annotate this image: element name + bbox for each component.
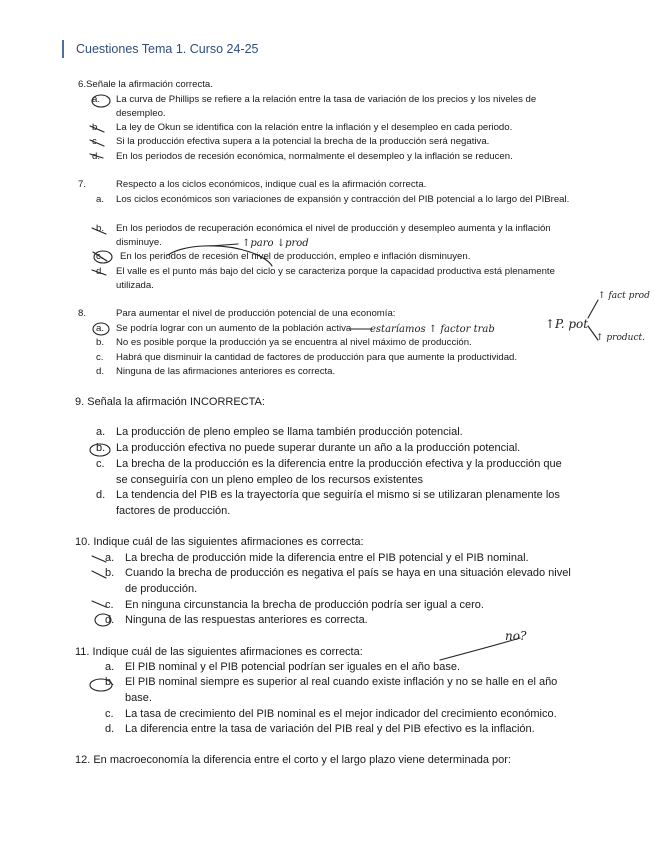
question-11-option-b[interactable] — [105, 675, 590, 707]
question-8-prompt: Para aumentar el nivel de producción potencial de una economía: — [116, 308, 396, 319]
option-label: a. — [96, 194, 105, 205]
document-header — [62, 40, 259, 58]
option-text: La ley de Okun se identifica con la relación entre la inflación y el desempleo en cada periodo. — [116, 122, 513, 133]
option-text: El PIB nominal y el PIB potencial podrían ser iguales en el año base. — [125, 661, 461, 673]
question-6-option-b[interactable] — [92, 121, 582, 135]
option-label: d. — [105, 723, 115, 735]
document-title: Cuestiones Tema 1. Curso 24-25 — [76, 42, 259, 56]
question-10-option-c[interactable] — [105, 598, 590, 614]
option-text: Se podría lograr con un aumento de la población activa — [116, 323, 352, 334]
option-text: Ninguna de las respuestas anteriores es correcta. — [125, 614, 368, 626]
option-label: d. — [92, 151, 101, 162]
question-9-option-d[interactable] — [96, 488, 586, 520]
option-text: La brecha de la producción es la diferencia entre la producción efectiva y la producción que se conseguiría con un pleno empleo de los recursos existentes — [116, 458, 562, 486]
ink-arrow-down-q8 — [588, 326, 598, 340]
option-label: d. — [96, 366, 105, 377]
option-text: En los periodos de recesión el nivel de producción, empleo e inflación disminuyen. — [120, 251, 471, 262]
option-label: b. — [96, 442, 106, 454]
question-11-option-a[interactable] — [105, 660, 590, 676]
question-9-option-a[interactable] — [96, 425, 586, 441]
question-9-option-c[interactable] — [96, 457, 586, 489]
question-10-option-d[interactable] — [105, 613, 590, 629]
question-9-option-b[interactable] — [96, 441, 586, 457]
option-label: c. — [105, 708, 114, 720]
question-8-option-a[interactable] — [96, 322, 396, 336]
question-7-prompt: Respecto a los ciclos económicos, indique cual es la afirmación correcta. — [116, 179, 427, 190]
question-8-option-d[interactable] — [96, 365, 586, 379]
answer-mark-q10b — [92, 571, 106, 578]
option-text: La diferencia entre la tasa de variación del PIB real y del PIB efectivo es la inflación. — [125, 723, 535, 735]
handwritten-note-q8-up: ↑ fact prod — [598, 291, 650, 301]
option-text: La producción de pleno empleo se llama también producción potencial. — [116, 426, 463, 438]
question-7-option-b[interactable] — [96, 222, 586, 250]
option-label: d. — [105, 614, 115, 626]
question-10-prompt: 10. Indique cuál de las siguientes afirmaciones es correcta: — [75, 536, 364, 548]
question-11-prompt: 11. Indique cuál de las siguientes afirmaciones es correcta: — [75, 646, 363, 658]
question-6-option-d[interactable] — [92, 150, 582, 164]
question-6-prompt: 6.Señale la afirmación correcta. — [78, 79, 213, 90]
option-text: Los ciclos económicos son variaciones de expansión y contracción del PIB potencial a lo largo del PIBreal. — [116, 194, 570, 205]
question-7-option-a[interactable] — [96, 193, 586, 221]
option-text: La tendencia del PIB es la trayectoría que seguiría el mismo si se utilizaran plenamente los factores de producción. — [116, 489, 560, 517]
option-label: a. — [105, 552, 115, 564]
handwritten-note-q8: estaríamos ↑ factor trab — [370, 324, 495, 335]
option-text: En ninguna circunstancia la brecha de producción podría ser igual a cero. — [125, 599, 484, 611]
option-label: a. — [96, 426, 106, 438]
question-8-option-c[interactable] — [96, 351, 586, 365]
option-label: c. — [96, 458, 105, 470]
option-label: b. — [105, 676, 115, 688]
option-label: c. — [105, 599, 114, 611]
answer-mark-q10a — [92, 556, 106, 562]
question-6-option-a[interactable] — [92, 93, 582, 123]
option-label: b. — [96, 223, 105, 234]
option-text: Si la producción efectiva supera a la potencial la brecha de la producción será negativa. — [116, 136, 490, 147]
option-text: La tasa de crecimiento del PIB nominal es el mejor indicador del crecimiento económico. — [125, 708, 557, 720]
option-text: Ninguna de las afirmaciones anteriores es correcta. — [116, 366, 336, 377]
option-text: Habrá que disminuir la cantidad de factores de producción para que aumente la productividad. — [116, 352, 518, 363]
option-text: En los periodos de recesión económica, normalmente el desempleo y la inflación se reducen. — [116, 151, 513, 162]
option-label: b. — [105, 567, 115, 579]
question-11-option-d[interactable] — [105, 722, 590, 738]
option-label: a. — [105, 661, 115, 673]
question-7-option-c[interactable] — [96, 250, 586, 264]
handwritten-note-q11: no? — [505, 629, 527, 643]
option-text: El PIB nominal siempre es superior al real cuando existe inflación y no se halle en el año base. — [125, 676, 558, 704]
option-text: Cuando la brecha de producción es negativa el país se haya en una situación elevado nivel de producción. — [125, 567, 571, 595]
option-text: El valle es el punto más bajo del ciclo y se caracteriza porque la capacidad productiva está plenamente utilizada. — [116, 266, 555, 292]
question-12-prompt: 12. En macroeconomía la diferencia entre el corto y el largo plazo viene determinada por: — [75, 754, 511, 766]
question-7-number: 7. — [78, 179, 87, 190]
option-label: a. — [92, 94, 101, 105]
handwritten-note-q8-down: ↑ product. — [596, 333, 645, 343]
option-text: En los periodos de recuperación económica el nivel de producción y desempleo aumenta y la inflación disminuye. — [116, 223, 551, 249]
question-8-number: 8. — [78, 308, 87, 319]
ink-arrow-q11 — [440, 638, 520, 660]
answer-mark-q10c — [92, 601, 106, 607]
option-label: c. — [96, 251, 104, 262]
question-8-option-b[interactable] — [96, 336, 586, 350]
question-10-option-a[interactable] — [105, 551, 590, 567]
question-6-option-c[interactable] — [92, 135, 582, 149]
option-text: La brecha de producción mide la diferencia entre el PIB potencial y el PIB nominal. — [125, 552, 529, 564]
question-9-prompt: 9. Señala la afirmación INCORRECTA: — [75, 396, 265, 408]
ink-arrow-up-q8 — [588, 300, 598, 318]
option-label: c. — [96, 352, 104, 363]
option-label: d. — [96, 489, 106, 501]
option-text: No es posible porque la producción ya se encuentra al nivel máximo de producción. — [116, 337, 472, 348]
handwritten-note-q8-side: ↑P. pot — [545, 317, 589, 331]
option-text: La producción efectiva no puede superar durante un año a la producción potencial. — [116, 442, 521, 454]
option-label: a. — [96, 323, 105, 334]
option-label: c. — [92, 136, 100, 147]
option-label: b. — [92, 122, 101, 133]
option-label: b. — [96, 337, 105, 348]
option-text: La curva de Phillips se refiere a la relación entre la tasa de variación de los precios y los niveles de desempleo. — [116, 94, 537, 120]
option-label: d. — [96, 266, 105, 277]
question-7-option-d[interactable] — [96, 265, 586, 293]
question-10-option-b[interactable] — [105, 566, 590, 598]
handwritten-note-q7: ↑paro ↓prod — [242, 238, 309, 249]
question-11-option-c[interactable] — [105, 707, 590, 723]
